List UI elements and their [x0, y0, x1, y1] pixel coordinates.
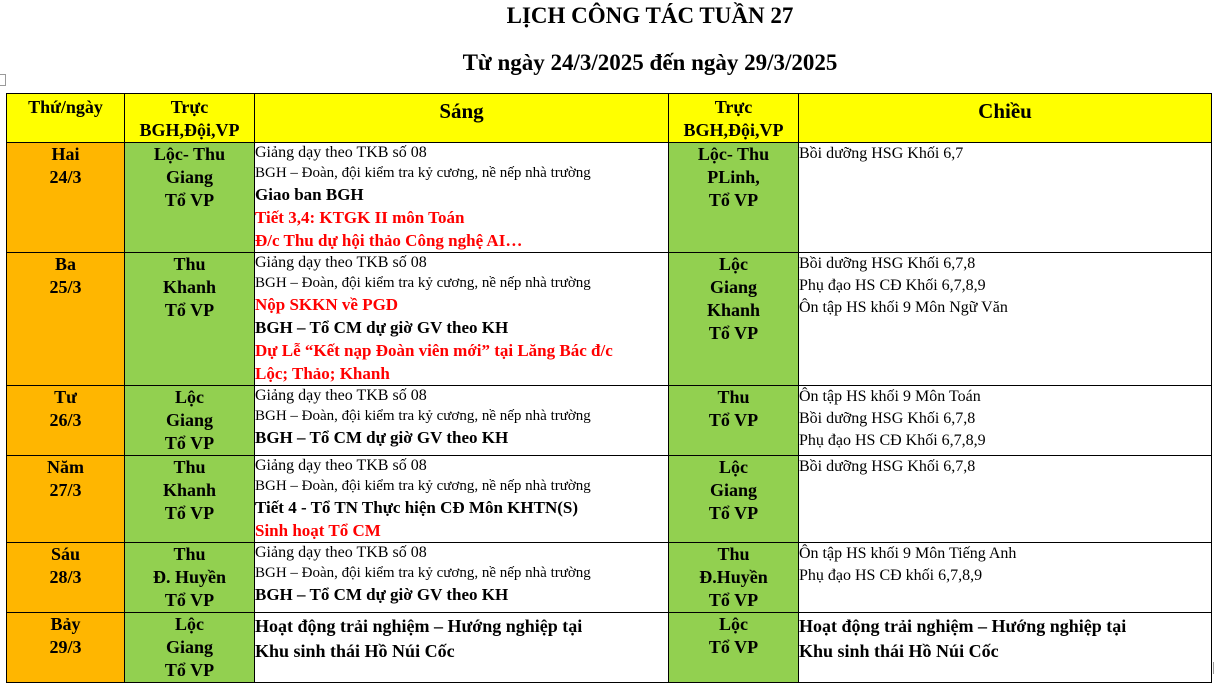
duty-morning-cell-line: Thu: [173, 254, 206, 274]
duty-afternoon-cell-line: Tổ VP: [708, 503, 759, 523]
duty-morning-cell-line: Tổ VP: [164, 503, 215, 523]
duty-morning-cell: [125, 543, 255, 613]
afternoon-cell: [799, 543, 1212, 613]
duty-afternoon-cell-line: Giang: [709, 277, 757, 297]
duty-afternoon-cell-line: PLinh,: [707, 167, 760, 187]
day-cell: [7, 543, 125, 613]
morning-cell-line: Giảng dạy theo TKB số 08: [255, 387, 427, 404]
duty-afternoon-cell-line: Tổ VP: [708, 323, 759, 343]
morning-cell-line: BGH – Đoàn, đội kiểm tra kỷ cương, nề nếp nhà trường: [255, 565, 591, 581]
duty-morning-cell: [125, 456, 255, 543]
table-row: [7, 543, 1212, 613]
text-boundary-mark: [1213, 662, 1220, 674]
duty-morning-cell-line: Thu: [173, 457, 206, 477]
duty-morning-cell-line: Giang: [165, 167, 213, 187]
morning-cell-line: Lộc; Thảo; Khanh: [255, 364, 390, 383]
morning-cell-line: Dự Lễ “Kết nạp Đoàn viên mới” tại Lăng Bác đ/c: [255, 341, 613, 360]
duty-afternoon-cell-line: Tổ VP: [708, 637, 759, 657]
morning-cell-line: BGH – Đoàn, đội kiểm tra kỷ cương, nề nếp nhà trường: [255, 478, 591, 494]
duty-morning-cell-line: Giang: [165, 410, 213, 430]
header-day: Thứ/ngày: [7, 94, 125, 143]
day-cell-line: 28/3: [49, 567, 82, 587]
duty-morning-cell-line: Khanh: [162, 277, 217, 297]
afternoon-cell: [799, 143, 1212, 253]
afternoon-cell-line: Hoạt động trải nghiệm – Hướng nghiệp tại: [799, 616, 1127, 636]
day-cell-line: Ba: [54, 254, 76, 274]
table-row: [7, 386, 1212, 456]
day-cell-line: 27/3: [49, 480, 82, 500]
day-cell-line: 24/3: [49, 167, 82, 187]
table-row: [7, 613, 1212, 683]
duty-morning-cell-line: Thu: [173, 544, 206, 564]
day-cell: [7, 386, 125, 456]
header-afternoon: Chiều: [799, 94, 1212, 143]
day-cell-line: Hai: [51, 144, 80, 164]
morning-cell-line: Giảng dạy theo TKB số 08: [255, 144, 427, 161]
duty-afternoon-cell-line: Thu: [717, 544, 750, 564]
morning-cell-line: Hoạt động trải nghiệm – Hướng nghiệp tại: [255, 616, 583, 636]
duty-morning-cell: [125, 253, 255, 386]
afternoon-cell-line: Khu sinh thái Hồ Núi Cốc: [799, 641, 999, 661]
morning-cell-line: BGH – Tổ CM dự giờ GV theo KH: [255, 585, 509, 604]
morning-cell-line: Tiết 4 - Tổ TN Thực hiện CĐ Môn KHTN(S): [255, 498, 579, 517]
day-cell-line: 25/3: [49, 277, 82, 297]
morning-cell: [255, 543, 669, 613]
afternoon-cell: [799, 456, 1212, 543]
page-subtitle: Từ ngày 24/3/2025 đến ngày 29/3/2025: [462, 50, 838, 75]
morning-cell: [255, 613, 669, 683]
duty-morning-cell-line: Đ. Huyền: [152, 567, 226, 587]
duty-afternoon-cell-line: Tổ VP: [708, 590, 759, 610]
duty-afternoon-cell-line: Khanh: [706, 300, 761, 320]
afternoon-cell: [799, 386, 1212, 456]
duty-afternoon-cell-line: Lộc: [719, 614, 748, 634]
morning-cell-line: Giảng dạy theo TKB số 08: [255, 254, 427, 271]
schedule-table: [6, 93, 1212, 683]
header-duty-afternoon: Trực BGH,Đội,VP: [669, 94, 799, 143]
table-header-row: [7, 94, 1212, 143]
morning-cell-line: Nộp SKKN về PGD: [255, 295, 399, 314]
afternoon-cell-line: Phụ đạo HS CĐ khối 6,7,8,9: [799, 567, 983, 584]
morning-cell-line: Sinh hoạt Tổ CM: [255, 521, 381, 540]
duty-afternoon-cell-line: Thu: [717, 387, 750, 407]
duty-morning-cell-line: Giang: [165, 637, 213, 657]
day-cell: [7, 253, 125, 386]
duty-morning-cell-line: Tổ VP: [164, 190, 215, 210]
duty-afternoon-cell-line: Đ.Huyền: [699, 567, 768, 587]
duty-morning-cell: [125, 386, 255, 456]
duty-morning-cell-line: Khanh: [162, 480, 217, 500]
duty-morning-cell-line: Lộc: [175, 614, 204, 634]
day-cell: [7, 613, 125, 683]
duty-morning-cell: [125, 613, 255, 683]
morning-cell-line: BGH – Đoàn, đội kiểm tra kỷ cương, nề nếp nhà trường: [255, 275, 591, 291]
duty-morning-cell-line: Tổ VP: [164, 590, 215, 610]
morning-cell-line: Giảng dạy theo TKB số 08: [255, 544, 427, 561]
day-cell-line: Bảy: [50, 614, 81, 634]
duty-morning-cell-line: Lộc- Thu: [153, 144, 226, 164]
afternoon-cell: [799, 253, 1212, 386]
morning-cell-line: Giảng dạy theo TKB số 08: [255, 457, 427, 474]
duty-afternoon-cell-line: Tổ VP: [708, 410, 759, 430]
table-row: [7, 253, 1212, 386]
duty-afternoon-cell-line: Tổ VP: [708, 190, 759, 210]
header-duty-morning: Trực BGH,Đội,VP: [125, 94, 255, 143]
duty-afternoon-cell-line: Lộc: [719, 254, 748, 274]
afternoon-cell-line: Bồi dưỡng HSG Khối 6,7,8: [799, 458, 976, 475]
duty-morning-cell-line: Tổ VP: [164, 433, 215, 453]
morning-cell-line: BGH – Tổ CM dự giờ GV theo KH: [255, 428, 509, 447]
duty-afternoon-cell: [669, 386, 799, 456]
morning-cell-line: BGH – Đoàn, đội kiểm tra kỷ cương, nề nếp nhà trường: [255, 165, 591, 181]
afternoon-cell-line: Phụ đạo HS CĐ Khối 6,7,8,9: [799, 432, 986, 449]
duty-morning-cell-line: Tổ VP: [164, 300, 215, 320]
afternoon-cell-line: Bồi dưỡng HSG Khối 6,7: [799, 145, 964, 162]
morning-cell-line: Khu sinh thái Hồ Núi Cốc: [255, 641, 455, 661]
afternoon-cell-line: Ôn tập HS khối 9 Môn Toán: [799, 388, 981, 405]
table-row: [7, 143, 1212, 253]
day-cell-line: 26/3: [49, 410, 82, 430]
duty-morning-cell: [125, 143, 255, 253]
duty-afternoon-cell: [669, 456, 799, 543]
afternoon-cell: [799, 613, 1212, 683]
day-cell-line: Năm: [47, 457, 84, 477]
duty-morning-cell-line: Tổ VP: [164, 660, 215, 680]
duty-afternoon-cell-line: Lộc: [719, 457, 748, 477]
afternoon-cell-line: Ôn tập HS khối 9 Môn Tiếng Anh: [799, 545, 1017, 562]
afternoon-cell-line: Ôn tập HS khối 9 Môn Ngữ Văn: [799, 299, 1008, 316]
morning-cell: [255, 386, 669, 456]
morning-cell-line: Tiết 3,4: KTGK II môn Toán: [255, 208, 465, 227]
morning-cell-line: Giao ban BGH: [255, 185, 364, 204]
duty-afternoon-cell-line: Giang: [709, 480, 757, 500]
day-cell-line: 29/3: [49, 637, 82, 657]
day-cell: [7, 456, 125, 543]
duty-afternoon-cell: [669, 613, 799, 683]
morning-cell: [255, 253, 669, 386]
day-cell-line: Tư: [54, 387, 77, 407]
duty-morning-cell-line: Lộc: [175, 387, 204, 407]
text-boundary-mark: [0, 74, 6, 86]
duty-afternoon-cell: [669, 143, 799, 253]
afternoon-cell-line: Bồi dưỡng HSG Khối 6,7,8: [799, 255, 976, 272]
afternoon-cell-line: Phụ đạo HS CĐ Khối 6,7,8,9: [799, 277, 986, 294]
header-morning: Sáng: [255, 94, 669, 143]
afternoon-cell-line: Bồi dưỡng HSG Khối 6,7,8: [799, 410, 976, 427]
morning-cell-line: BGH – Đoàn, đội kiểm tra kỷ cương, nề nếp nhà trường: [255, 408, 591, 424]
duty-afternoon-cell-line: Lộc- Thu: [697, 144, 770, 164]
day-cell-line: Sáu: [50, 544, 81, 564]
morning-cell-line: BGH – Tổ CM dự giờ GV theo KH: [255, 318, 509, 337]
duty-afternoon-cell: [669, 253, 799, 386]
page-title: LỊCH CÔNG TÁC TUẦN 27: [506, 3, 794, 28]
morning-cell: [255, 456, 669, 543]
duty-afternoon-cell: [669, 543, 799, 613]
morning-cell-line: Đ/c Thu dự hội thảo Công nghệ AI…: [255, 231, 523, 250]
morning-cell: [255, 143, 669, 253]
table-row: [7, 456, 1212, 543]
day-cell: [7, 143, 125, 253]
